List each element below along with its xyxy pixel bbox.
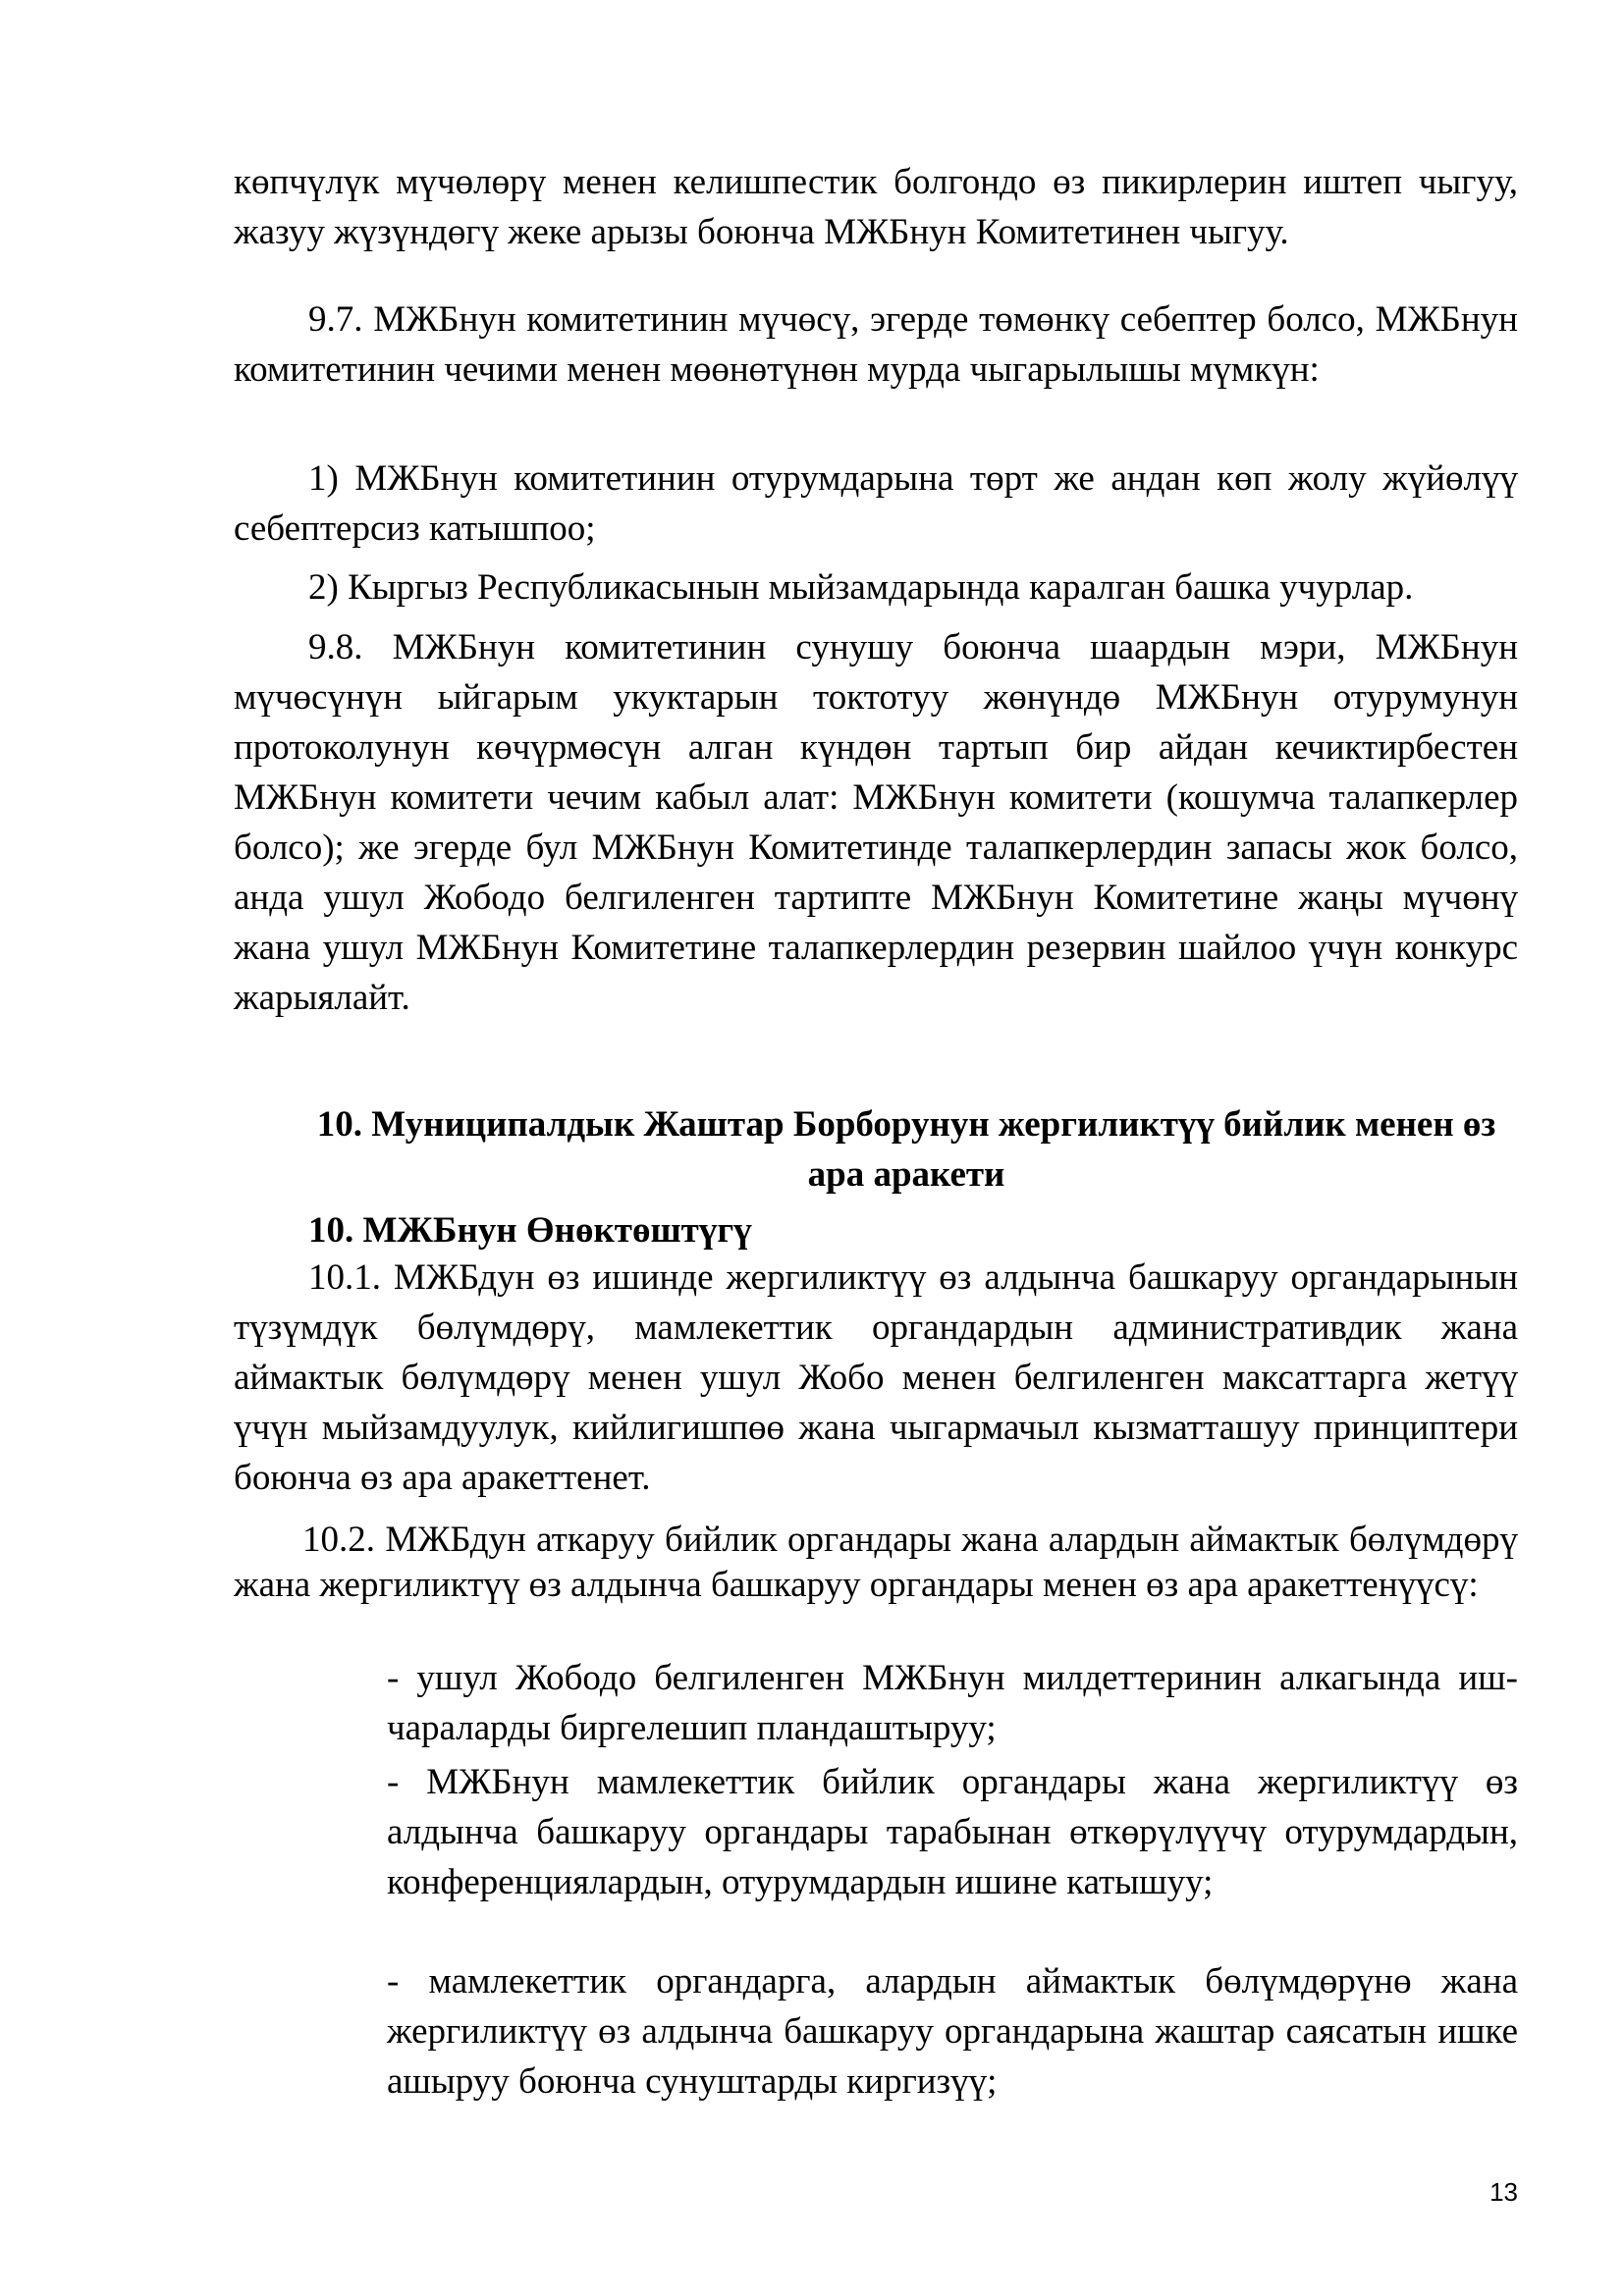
list-item-9-7-1: 1) МЖБнун комитетинин отурумдарына төрт же андан көп жолу жүйөлүү себептерсиз катышпоо; [234, 458, 1518, 549]
paragraph-10-2: 10.2. МЖБдун аткаруу бийлик органдары жана алардын аймактык бөлүмдөрү жана жергиликтүү өз алдынча башкаруу органдары менен өз ара аракеттенүүсү: [234, 1520, 1518, 1605]
section-heading-10: 10. Муниципалдык Жаштар Борборунун жергиликтүү бийлик менен өз ара аракети [316, 1104, 1496, 1195]
list-item-proposals: - мамлекеттик органдарга, алардын аймактык бөлүмдөрүнө жана жергиликтүү өз алдынча башкаруу органдарына жаштар саясатын ишке ашыруу боюнча сунуштарды киргизүү; [387, 1961, 1518, 2102]
subsection-heading-10: 10. МЖБнун Өнөктөштүгү [308, 1210, 752, 1251]
list-item-9-7-2: 2) Кыргыз Республикасынын мыйзамдарында каралган башка учурлар. [308, 567, 1414, 608]
paragraph-continuation: көпчүлүк мүчөлөрү менен келишпестик болгондо өз пикирлерин иштеп чыгуу, жазуу жүзүндөгү жеке арызы боюнча МЖБнун Комитетинен чыгуу. [234, 162, 1518, 252]
list-item-participation: - МЖБнун мамлекеттик бийлик органдары жана жергиликтүү өз алдынча башкаруу органдары тарабынан өткөрүлүүчү отурумдардын, конференциялардын, отурумдардын ишине катышуу; [387, 1762, 1518, 1902]
paragraph-9-7: 9.7. МЖБнун комитетинин мүчөсү, эгерде төмөнкү себептер болсо, МЖБнун комитетинин чечими менен мөөнөтүнөн мурда чыгарылышы мүмкүн: [234, 299, 1518, 390]
paragraph-10-1: 10.1. МЖБдун өз ишинде жергиликтүү өз алдынча башкаруу органдарынын түзүмдүк бөлүмдөрү, мамлекеттик органдардын административдик жана аймактык бөлүмдөрү менен ушул Жобо менен белгиленген максаттарга жетүү үчүн мыйзамдуулук, кийлигишпөө жана чыгармачыл кызматташуу принциптери боюнча өз ара аракеттенет. [234, 1257, 1518, 1498]
list-item-joint-planning: - ушул Жободо белгиленген МЖБнун милдеттеринин алкагында иш-чараларды биргелешип пландаштыруу; [387, 1658, 1518, 1748]
page-number: 13 [1489, 2177, 1518, 2207]
paragraph-9-8: 9.8. МЖБнун комитетинин сунушу боюнча шаардын мэри, МЖБнун мүчөсүнүн ыйгарым укуктарын токтотуу жөнүндө МЖБнун отурумунун протоколунун көчүрмөсүн алган күндөн тартып бир айдан кечиктирбестен МЖБнун комитети чечим кабыл алат: МЖБнун комитети (кошумча талапкерлер болсо); же эгерде бул МЖБнун Комитетинде талапкерлердин запасы жок болсо, анда ушул Жободо белгиленген тартипте МЖБнун Комитетине жаңы мүчөнү жана ушул МЖБнун Комитетине талапкерлердин резервин шайлоо үчүн конкурс жарыялайт. [234, 627, 1518, 1018]
